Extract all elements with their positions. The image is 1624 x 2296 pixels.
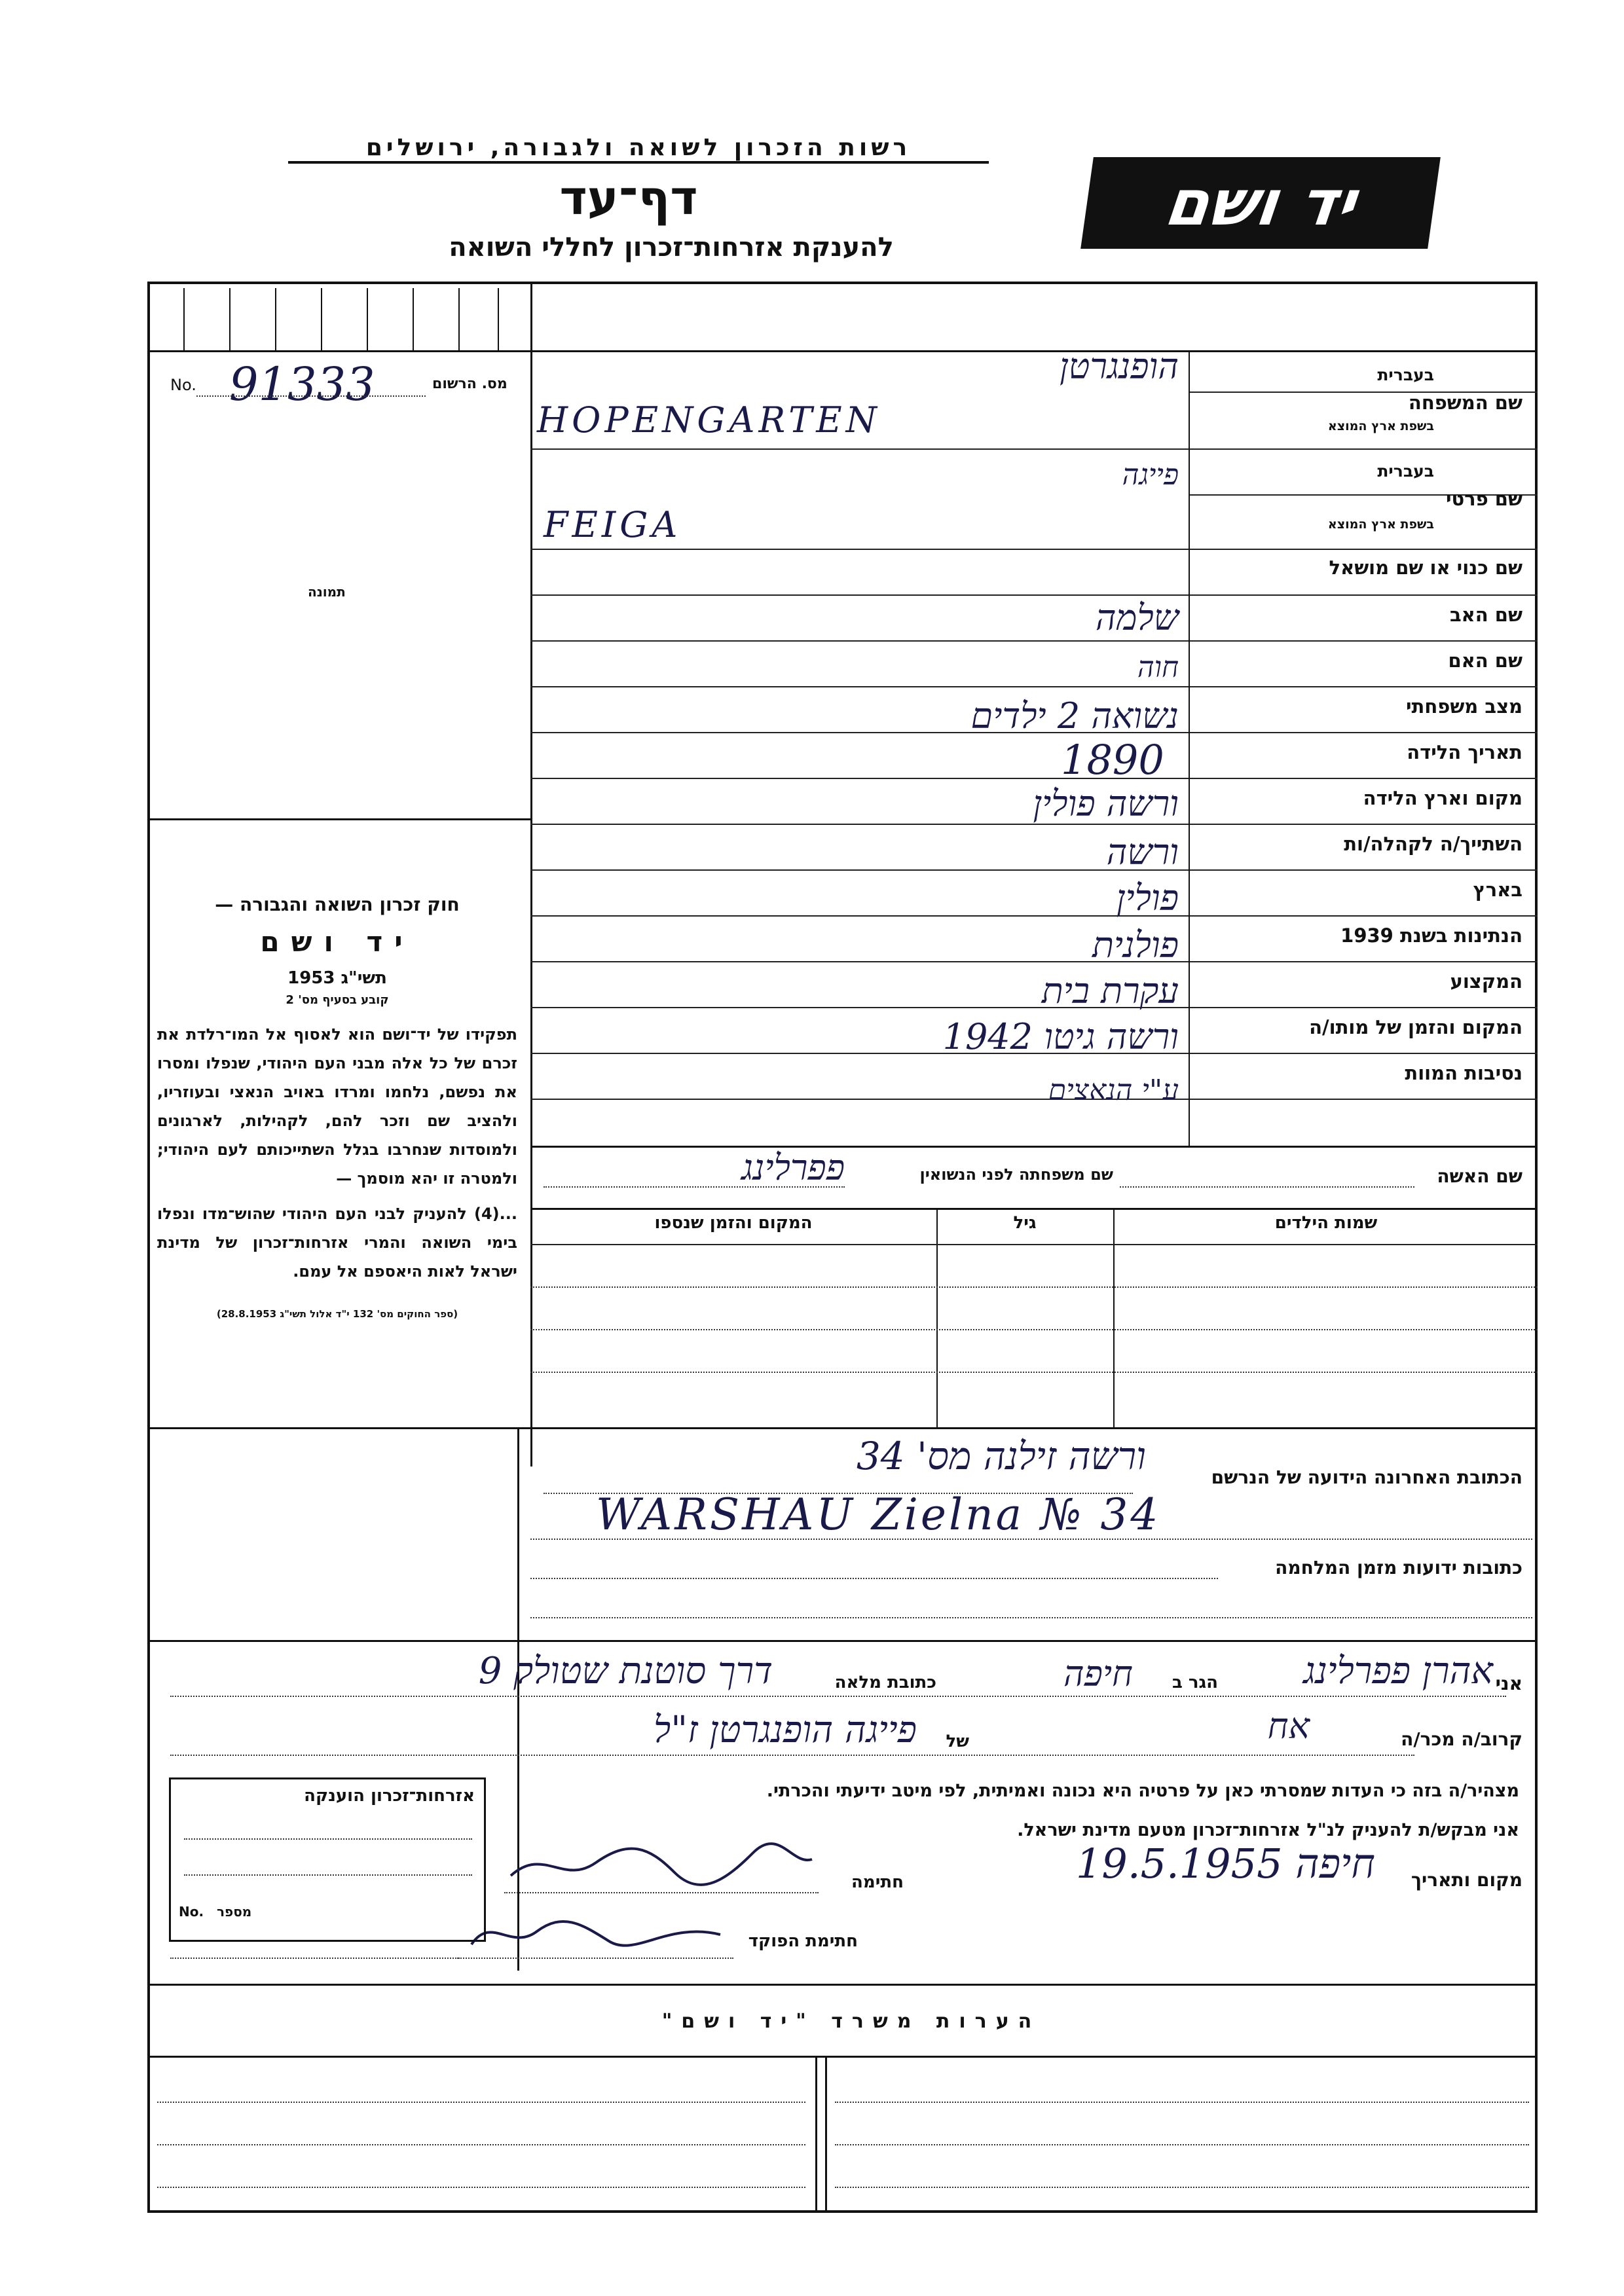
children-header-names: שמות הילדים xyxy=(1274,1213,1378,1233)
statement-2: אני מבקש/ת להעניק לנ"ל אזרחות־זכרון מטעם מדינת ישראל. xyxy=(1017,1820,1519,1840)
table-row xyxy=(530,1329,1538,1330)
first-name-he: פייגה xyxy=(1122,458,1179,492)
row-line xyxy=(147,1427,1538,1429)
cell-divider xyxy=(321,288,322,350)
law-year: תשי"ג 1953 xyxy=(287,968,387,988)
officer-scribble xyxy=(458,1912,733,1958)
law-ref: (ספר החוקים מס' 132 י"ד אלול תשי"ג 28.8.1953) xyxy=(216,1308,458,1320)
officer-dots xyxy=(170,1958,458,1959)
notes-line xyxy=(157,2144,805,2145)
birthplace-label: מקום וארץ הלידה xyxy=(1363,787,1522,809)
officer-label: חתימת הפוקד xyxy=(748,1931,858,1951)
row-line xyxy=(530,549,1538,550)
death-cause-value: ע"י הנאצים xyxy=(1048,1074,1179,1107)
community-label: השתייך/ה לקהלה/ות xyxy=(1344,833,1522,855)
father-label: שם האב xyxy=(1449,604,1522,626)
signature-scribble xyxy=(504,1840,819,1892)
first-name-orig: FEIGA xyxy=(544,504,682,545)
wartime-address-label: כתובות ידועות מזמן המלחמה xyxy=(1275,1557,1522,1578)
death-place-value: ורשה גיטו 1942 xyxy=(942,1016,1179,1057)
place-date-value: חיפה 19.5.1955 xyxy=(1075,1840,1375,1887)
marital-label: מצב משפחתי xyxy=(1405,695,1522,718)
table-divider xyxy=(1113,1208,1115,1427)
row-line xyxy=(530,778,1538,779)
cell-divider xyxy=(458,288,460,350)
address-dots-2 xyxy=(530,1539,1532,1540)
father-value: שלמה xyxy=(1095,597,1179,638)
law-clause: קובע בסעיף מס' 2 xyxy=(286,993,389,1007)
relative-label: קרוב/ה מכר/ה xyxy=(1401,1728,1522,1750)
reg-he-label: מס. הרשום xyxy=(432,376,507,392)
law-sidebar xyxy=(157,894,517,1320)
reg-number: 91333 xyxy=(229,357,375,411)
profession-label: המקצוע xyxy=(1450,970,1522,993)
citizenship-label: הנתינות בשנת 1939 xyxy=(1340,924,1522,947)
row-line xyxy=(530,686,1538,687)
birthdate-label: תאריך הלידה xyxy=(1407,741,1522,763)
wife-maiden-label: שם משפחתה לפני הנשואין xyxy=(919,1165,1113,1184)
notes-divider xyxy=(825,2056,827,2213)
cell-divider xyxy=(367,288,368,350)
wife-dots xyxy=(1120,1186,1414,1188)
decl-i-label: אני xyxy=(1495,1673,1522,1694)
officer-signature xyxy=(458,1912,733,1959)
cell-divider xyxy=(498,288,499,350)
death-cause-label: נסיבות המוות xyxy=(1405,1062,1522,1084)
label-divider xyxy=(1189,350,1190,1146)
yad-vashem-logo xyxy=(1080,157,1441,249)
notes-line xyxy=(835,2102,1529,2103)
decl-lives-label: הגר ב xyxy=(1172,1673,1218,1692)
family-name-label: שם המשפחה xyxy=(1408,392,1522,414)
wife-label: שם האשה xyxy=(1437,1165,1522,1187)
org-line: רשות הזכרון לשואה ולגבורה, ירושלים xyxy=(288,134,989,164)
box-dots xyxy=(184,1874,472,1876)
form-subtitle: להענקת אזרחות־זכרון לחללי השואה xyxy=(449,232,894,263)
country-value: פולין xyxy=(1116,877,1179,919)
row-line xyxy=(530,1208,1538,1210)
box-num-label: מספר xyxy=(217,1904,252,1920)
table-row xyxy=(530,1372,1538,1373)
decl-dots-2 xyxy=(170,1755,1414,1756)
table-row xyxy=(530,1244,1538,1245)
death-place-label: המקום והזמן של מותו/ה xyxy=(1309,1016,1522,1038)
signature-mark xyxy=(504,1840,819,1893)
notes-line xyxy=(835,2144,1529,2145)
decl-dots xyxy=(170,1696,1506,1697)
citizenship-title: אזרחות־זכרון הוענקה xyxy=(304,1786,475,1806)
address-dots-4 xyxy=(530,1617,1532,1618)
declarant-name: אהרן פפרלינג xyxy=(1303,1650,1493,1692)
form-title: דף־עד xyxy=(559,170,698,225)
divider xyxy=(530,282,532,1467)
of-label: של xyxy=(946,1732,969,1751)
decl-city: חיפה xyxy=(1063,1653,1133,1694)
marital-value: נשואה 2 ילדים xyxy=(970,695,1179,737)
law-text-1: תפקידו של יד־ושם הוא לאסוף אל המו־רלדת את זכרם של כל אלה מבני העם היהודי, שנפלו ומסרו את נפשם, נלחמו ומרדו באויב הנאצי ובעוזריו, ולהציב שם וזכר להם, לקהילות, לארגונים ולמוסדות שנחרבו בגלל השתייכותם לעם היהודי; ולמטרה זו יהא מוסמך — xyxy=(157,1025,517,1188)
statement-1: מצהיר/ה בזה כי העדות שמסרתי כאן על פרטיה היא נכונה ואמיתית, לפי מיטב ידיעתי והכרתי. xyxy=(766,1781,1519,1801)
notes-line xyxy=(157,2187,805,2188)
mother-label: שם האם xyxy=(1448,649,1522,672)
decl-street: דרך סוטנת שטולק 9 xyxy=(478,1650,773,1692)
nickname-label: שם כנוי או שם מושאל xyxy=(1329,556,1522,579)
family-name-orig: HOPENGARTEN xyxy=(537,399,881,441)
birthplace-value: ורשה פולין xyxy=(1033,783,1179,824)
row-line xyxy=(147,1984,1538,1986)
origin-lang-label: בשפת ארץ המוצא xyxy=(1327,419,1434,433)
row-line xyxy=(530,448,1538,450)
registration-number xyxy=(170,357,524,411)
last-address-orig: WARSHAU Zielna № 34 xyxy=(596,1489,1161,1540)
wife-value: פפרלינג xyxy=(741,1147,845,1188)
notes-divider xyxy=(815,2056,817,2213)
row-line xyxy=(530,594,1538,596)
profession-value: עקרת בית xyxy=(1041,970,1179,1011)
country-label: בארץ xyxy=(1473,879,1522,901)
children-header-place: המקום והזמן שנספו xyxy=(654,1213,813,1233)
row-line xyxy=(530,640,1538,642)
address-dots-3 xyxy=(530,1578,1218,1579)
law-text-2: ...(4) להעניק לבני העם היהודי שהוש־מדו ונפלו בימי השואה והמרי אזרחות־זכרון של מדינת ישראל לאות היאספם אל עמם. xyxy=(157,1205,517,1281)
relative-of-value: פייגה הופנגרטן ז"ל xyxy=(654,1709,917,1751)
reg-dots xyxy=(196,395,426,397)
hebrew-label: בעברית xyxy=(1377,365,1434,384)
row-line xyxy=(147,2056,1538,2058)
notes-title: הערות משרד "יד ושם" xyxy=(661,2010,1041,2033)
signature-label: חתימה xyxy=(851,1872,904,1892)
last-address-he: ורשה זילנה מס' 34 xyxy=(856,1434,1146,1478)
children-header-age: גיל xyxy=(1013,1213,1037,1233)
row-line xyxy=(147,1640,1538,1642)
origin-lang-label-2: בשפת ארץ המוצא xyxy=(1327,517,1434,532)
logo-text: יד ושם xyxy=(1160,166,1361,240)
family-name-he: הופנגרטן xyxy=(1059,346,1179,387)
notes-line xyxy=(835,2187,1529,2188)
law-name: יד ושם xyxy=(260,926,415,958)
photo-label: תמונה xyxy=(308,584,346,600)
cell-divider xyxy=(183,288,185,350)
birthdate-value: 1890 xyxy=(1061,736,1164,784)
place-date-label: מקום ותאריך xyxy=(1411,1869,1522,1891)
citizenship-box xyxy=(169,1777,486,1942)
community-value: ורשה xyxy=(1106,831,1179,873)
citizenship-value: פולנית xyxy=(1092,924,1179,966)
decl-address-label: כתובת מלאה xyxy=(834,1673,936,1692)
cell-divider xyxy=(275,288,276,350)
box-no-label: No. xyxy=(179,1904,204,1920)
relation-value: אח xyxy=(1267,1705,1310,1747)
notes-line xyxy=(157,2102,805,2103)
photo-bottom xyxy=(147,818,532,820)
table-row xyxy=(530,1286,1538,1288)
cell-divider xyxy=(229,288,231,350)
row-line xyxy=(147,350,1538,352)
last-address-label: הכתובת האחרונה הידועה של הנרשם xyxy=(1211,1467,1522,1488)
box-dots xyxy=(184,1838,472,1840)
table-divider xyxy=(936,1208,938,1427)
reg-no-label: No. xyxy=(170,376,196,394)
law-title: חוק זכרון השואה והגבורה — xyxy=(215,894,460,915)
first-name-label: שם פרטי xyxy=(1445,488,1522,510)
cell-divider xyxy=(413,288,414,350)
mother-value: חוה xyxy=(1137,651,1179,684)
hebrew-label-2: בעברית xyxy=(1377,462,1434,481)
